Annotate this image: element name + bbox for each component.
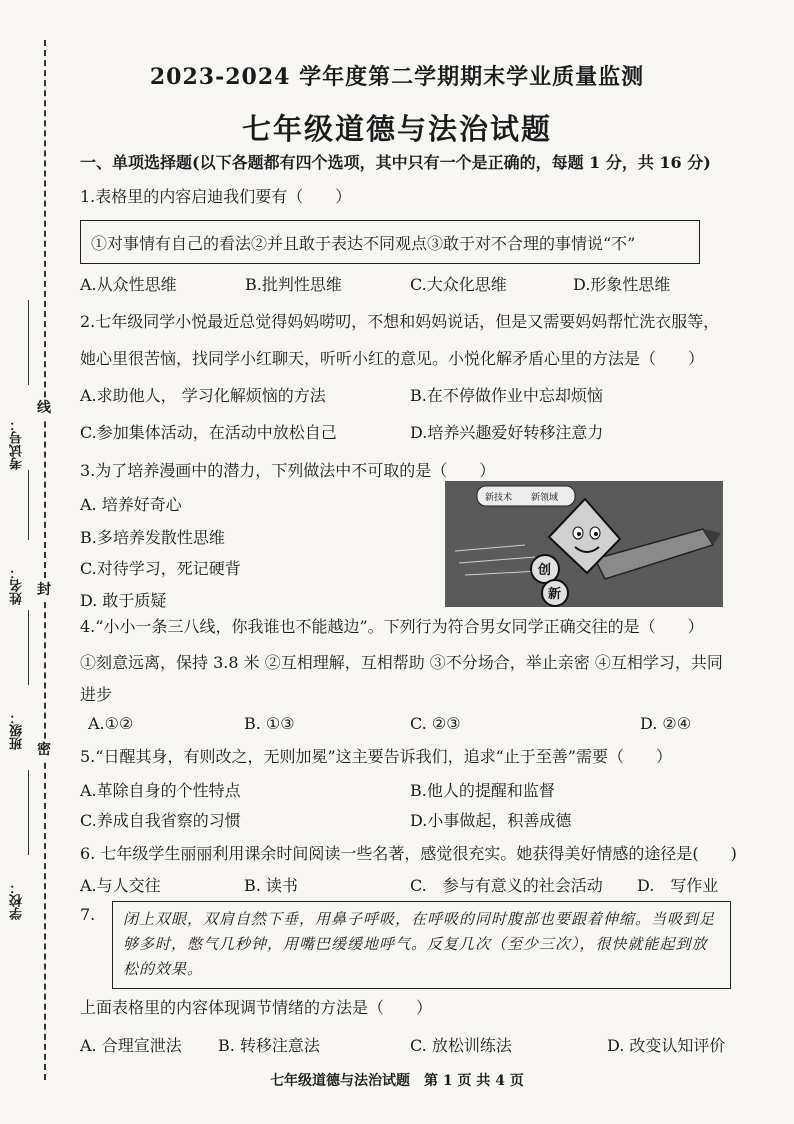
q4-items-line2: 进步 (80, 685, 113, 704)
seal-word-feng: 封 (37, 582, 51, 598)
q2-option-a[interactable]: A.求助他人， 学习化解烦恼的方法 (80, 386, 326, 405)
q7-option-b[interactable]: B. 转移注意法 (218, 1036, 320, 1055)
q5-option-a[interactable]: A.革除自身的个性特点 (80, 781, 241, 800)
q7-option-c[interactable]: C. 放松训练法 (410, 1036, 512, 1055)
bubble-text-2: 新领域 (531, 493, 559, 503)
school-label: 学校： (10, 881, 25, 920)
binding-dashed-line (44, 40, 46, 1080)
cartoon-drawing (445, 481, 723, 607)
q4-stem: 4.“小小一条三八线，你我谁也不能越边”。下列行为符合男女同学正确交往的是（ ） (80, 617, 704, 636)
q2-option-b[interactable]: B.在不停做作业中忘却烦恼 (410, 386, 603, 405)
q7-stem: 上面表格里的内容体现调节情绪的方法是（ ） (80, 998, 433, 1017)
class-label: 班级： (10, 711, 25, 750)
q1-option-b[interactable]: B.批判性思维 (245, 275, 342, 294)
name-line[interactable] (28, 470, 29, 540)
seal-word-mi: 密 (37, 742, 51, 758)
q4-option-a[interactable]: A.①② (88, 714, 134, 733)
section-heading: 一、单项选择题(以下各题都有四个选项，其中只有一个是正确的，每题 1 分，共 16 分) (80, 153, 711, 172)
q1-stem: 1.表格里的内容启迪我们要有（ ） (80, 187, 352, 206)
q3-option-d[interactable]: D. 敢于质疑 (80, 591, 167, 610)
wheel-text-1: 创 (538, 563, 552, 578)
q1-box-text: ①对事情有自己的看法②并且敢于表达不同观点③敢于对不合理的事情说“不” (91, 234, 636, 253)
q3-cartoon-image (445, 481, 723, 607)
q2-option-c[interactable]: C.参加集体活动，在活动中放松自己 (80, 423, 337, 442)
q6-option-a[interactable]: A.与人交往 (80, 876, 161, 895)
q6-option-d[interactable]: D. 写作业 (637, 876, 719, 895)
exam-subtitle: 七年级道德与法治试题 (241, 112, 552, 146)
q3-option-b[interactable]: B.多培养发散性思维 (80, 528, 225, 547)
q7-box-text: 闭上双眼，双肩自然下垂，用鼻子呼吸，在呼吸的同时腹部也要跟着伸缩。当吸到足够多时，憋气几秒钟，用嘴巴缓缓地呼气。反复几次（至少三次），很快就能起到放松的效果。 (123, 910, 716, 978)
page-footer: 七年级道德与法治试题 第 1 页 共 4 页 (270, 1073, 524, 1089)
q5-option-b[interactable]: B.他人的提醒和监督 (410, 781, 555, 800)
exam-number-label: 考试号： (10, 418, 25, 470)
q5-option-c[interactable]: C.养成自我省察的习惯 (80, 811, 241, 830)
q6-option-c[interactable]: C. 参与有意义的社会活动 (410, 876, 603, 895)
school-line[interactable] (28, 770, 29, 855)
name-label: 姓名： (10, 566, 25, 605)
class-line[interactable] (28, 610, 29, 685)
q1-option-d[interactable]: D.形象性思维 (573, 275, 671, 294)
q2-option-d[interactable]: D.培养兴趣爱好转移注意力 (410, 423, 604, 442)
q6-option-b[interactable]: B. 读书 (244, 876, 298, 895)
q3-stem: 3.为了培养漫画中的潜力，下列做法中不可取的是（ ） (80, 461, 496, 480)
q7-option-a[interactable]: A. 合理宣泄法 (80, 1036, 182, 1055)
q7-number: 7. (80, 905, 96, 924)
q6-stem: 6. 七年级学生丽丽利用课余时间阅读一些名著，感觉很充实。她获得美好情感的途径是( ) (80, 844, 737, 863)
exam-title: 2023-2024 学年度第二学期期末学业质量监测 (149, 64, 645, 90)
q4-option-c[interactable]: C. ②③ (410, 714, 461, 733)
q7-box (112, 901, 731, 989)
q1-option-a[interactable]: A.从众性思维 (80, 275, 177, 294)
q3-option-a[interactable]: A. 培养好奇心 (80, 495, 182, 514)
exam-number-line[interactable] (28, 300, 29, 385)
q1-option-c[interactable]: C.大众化思维 (410, 275, 507, 294)
q2-stem-line2: 她心里很苦恼，找同学小红聊天，听听小红的意见。小悦化解矛盾心里的方法是（ ） (80, 349, 705, 368)
q4-items-line1: ①刻意远离，保持 3.8 米 ②互相理解，互相帮助 ③不分场合，举止亲密 ④互相学习，共同 (80, 653, 723, 672)
q5-option-d[interactable]: D.小事做起，积善成德 (410, 811, 572, 830)
seal-word-xian: 线 (37, 400, 51, 416)
q4-option-b[interactable]: B. ①③ (244, 714, 295, 733)
q2-stem-line1: 2.七年级同学小悦最近总觉得妈妈唠叨，不想和妈妈说话，但是又需要妈妈帮忙洗衣服等， (80, 312, 720, 331)
q4-option-d[interactable]: D. ②④ (640, 714, 692, 733)
q7-option-d[interactable]: D. 改变认知评价 (607, 1036, 726, 1055)
q5-stem: 5.“日醒其身，有则改之，无则加冕”这主要告诉我们，追求“止于至善”需要（ ） (80, 747, 672, 766)
bubble-text-1: 新技术 (485, 493, 513, 503)
q1-box (80, 220, 700, 264)
q3-option-c[interactable]: C.对待学习，死记硬背 (80, 559, 241, 578)
wheel-text-2: 新 (548, 587, 562, 602)
